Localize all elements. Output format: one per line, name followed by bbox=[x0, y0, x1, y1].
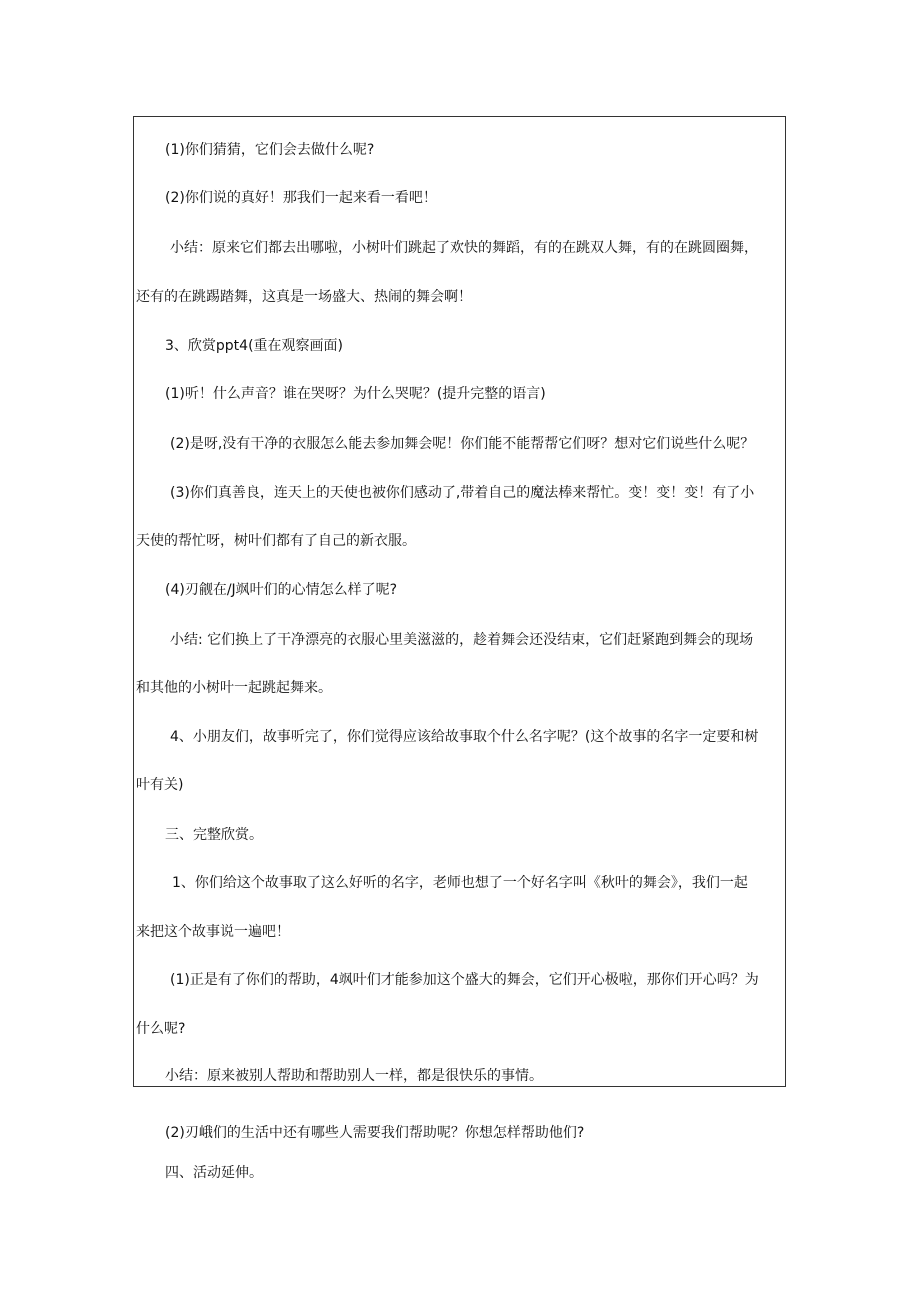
question-line: 天使的帮忙呀，树叶们都有了自己的新衣服。 bbox=[136, 533, 416, 549]
section-heading: 三、完整欣赏。 bbox=[165, 827, 263, 843]
question-line: 什么呢? bbox=[136, 1021, 186, 1037]
summary-line: 小结：原来它们都去出哪啦，小树叶们跳起了欢快的舞蹈，有的在跳双人舞，有的在跳圆圈舞， bbox=[170, 240, 758, 256]
question-line: 4、小朋友们，故事听完了，你们觉得应该给故事取个什么名字呢？(这个故事的名字一定要和树 bbox=[170, 729, 759, 745]
summary-line: 还有的在跳踢踏舞，这真是一场盛大、热闹的舞会啊！ bbox=[136, 289, 472, 305]
question-line: (1)你们猜猜，它们会去做什么呢? bbox=[165, 142, 375, 158]
question-line: (4)刃觎在/J飒叶们的心情怎么样了呢? bbox=[165, 582, 398, 598]
question-line: (2)是呀,没有干净的衣服怎么能去参加舞会呢！你们能不能帮帮它们呀？想对它们说些什么呢？ bbox=[170, 436, 755, 452]
question-line: (2)你们说的真好！那我们一起来看一看吧！ bbox=[165, 190, 437, 206]
question-line: (1)正是有了你们的帮助，4飒叶们才能参加这个盛大的舞会，它们开心极啦，那你们开心吗？为 bbox=[170, 972, 759, 988]
section-heading: 四、活动延伸。 bbox=[165, 1165, 263, 1181]
summary-line: 小结：原来被别人帮助和帮助别人一样，都是很快乐的事情。 bbox=[165, 1068, 543, 1084]
question-line: 叶有关) bbox=[136, 777, 184, 793]
paragraph-line: 1、你们给这个故事取了这么好听的名字，老师也想了一个好名字叫《秋叶的舞会》，我们一起 bbox=[172, 875, 748, 891]
question-line: (1)听！什么声音？谁在哭呀？为什么哭呢？(提升完整的语言) bbox=[165, 386, 546, 402]
summary-line: 小结: 它们换上了干净漂亮的衣服心里美滋滋的，趁着舞会还没结束，它们赶紧跑到舞会的现场 bbox=[170, 632, 754, 648]
question-line: (3)你们真善良，连天上的天使也被你们感动了,带着自己的魔法棒来帮忙。变！变！变！有了小 bbox=[170, 485, 755, 501]
section-heading: 3、欣赏ppt4(重在观察画面) bbox=[165, 338, 344, 354]
question-line: (2)刃峨们的生活中还有哪些人需要我们帮助呢？你想怎样帮助他们? bbox=[165, 1125, 585, 1141]
summary-line: 和其他的小树叶一起跳起舞来。 bbox=[136, 680, 332, 696]
paragraph-line: 来把这个故事说一遍吧！ bbox=[136, 924, 290, 940]
